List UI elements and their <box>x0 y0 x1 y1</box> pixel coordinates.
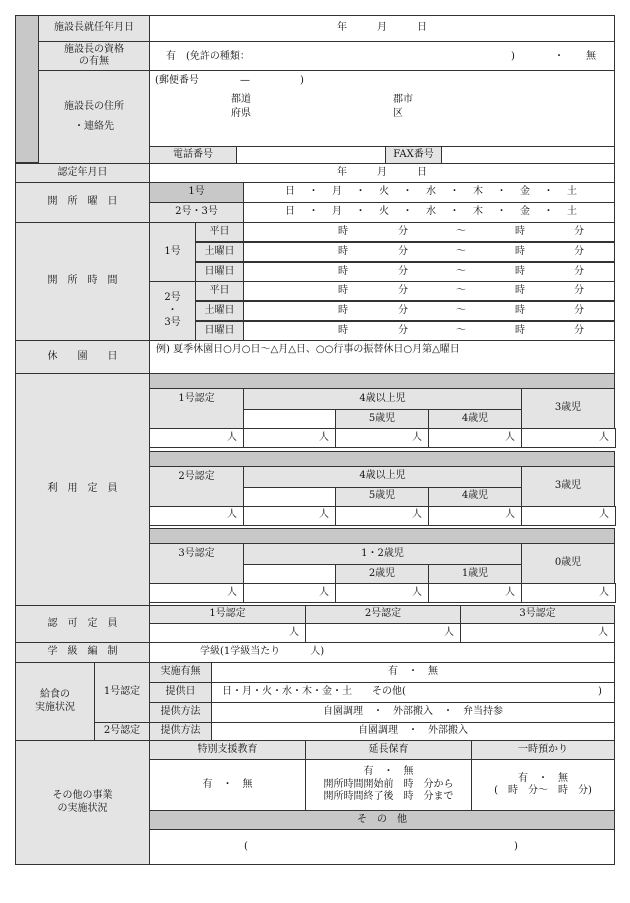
fax-label: FAX番号 <box>385 146 442 164</box>
hours-unit-1-1-0: 時 <box>338 305 348 316</box>
hours-daytype-0-0: 平日 <box>195 222 244 242</box>
capacity-count-0-0[interactable]: 人 <box>149 428 244 448</box>
hours-unit-1-1-4: 分 <box>574 305 584 316</box>
appointment-date-field[interactable]: 年 月 日 <box>149 15 615 42</box>
capacity-count-1-3[interactable]: 人 <box>428 506 522 526</box>
open-days-row2-label: 2号・3号 <box>149 202 244 223</box>
open-day-1-4: 火 <box>379 206 389 217</box>
capacity-block-name-0: 1号認定 <box>149 388 244 429</box>
capacity-last-0: 3歳児 <box>521 388 615 429</box>
hours-daytype-0-1: 土曜日 <box>195 242 244 262</box>
extended-care-after: 開所時間終了後 時 分まで <box>323 791 454 803</box>
capacity-band-2 <box>149 528 615 544</box>
capacity-count-2-1[interactable]: 人 <box>243 583 336 603</box>
special-support-label: 特別支援教育 <box>149 740 306 760</box>
meals-label-line2: 実施状況 <box>35 701 75 713</box>
meals-cert2-label: 2号認定 <box>94 722 150 741</box>
hours-unit-0-0-4: 分 <box>574 226 584 237</box>
temporary-care-time: ( 時 分〜 時 分) <box>494 785 592 796</box>
extended-care-before: 開所時間開始前 時 分から <box>323 778 454 790</box>
other-services-label-line2: の実施状況 <box>57 802 108 814</box>
closed-days-label: 休 園 日 <box>15 340 150 374</box>
open-hours-group2-label-a: 2号 <box>164 292 181 304</box>
hours-daytype-1-1: 土曜日 <box>195 301 244 321</box>
capacity-count-1-0[interactable]: 人 <box>149 506 244 526</box>
hours-unit-0-0-3: 時 <box>515 226 525 237</box>
certification-date-field[interactable]: 年 月 日 <box>149 163 615 183</box>
capacity-sub2-0: 4歳児 <box>428 409 522 429</box>
open-day-0-4: 火 <box>379 186 389 197</box>
hours-unit-0-2-0: 時 <box>338 266 348 277</box>
hours-daytype-0-2: 日曜日 <box>195 262 244 282</box>
hours-unit-1-2-4: 分 <box>574 325 584 336</box>
open-day-1-12: 土 <box>567 206 577 217</box>
approved-col-1: 1号認定 <box>149 605 306 624</box>
qualification-yes: 有 (免許の種類： <box>166 51 250 62</box>
capacity-count-2-2[interactable]: 人 <box>335 583 429 603</box>
approved-col-3: 3号認定 <box>460 605 615 624</box>
meals-impl-label: 実施有無 <box>149 662 212 683</box>
capacity-group-1: 4歳以上児 <box>243 466 522 488</box>
hours-field-0-0[interactable] <box>243 222 615 242</box>
capacity-block-name-1: 2号認定 <box>149 466 244 507</box>
open-day-0-3: ・ <box>355 186 366 197</box>
meals-cert1-label: 1号認定 <box>94 662 150 723</box>
meals-method2-label: 提供方法 <box>149 722 212 741</box>
extended-care-value: 有 ・ 無 <box>363 766 414 778</box>
extended-care-label: 延長保育 <box>305 740 472 760</box>
meals-days-value: 日・月・火・水・木・金・土 その他( <box>222 686 406 698</box>
hours-unit-1-0-0: 時 <box>338 285 348 296</box>
classes-field[interactable] <box>149 642 615 663</box>
meals-days-field[interactable] <box>211 682 615 703</box>
open-day-1-11: ・ <box>543 206 554 217</box>
meals-label <box>15 662 95 741</box>
hours-unit-1-0-1: 分 <box>398 285 408 296</box>
hours-unit-1-2-3: 時 <box>515 325 525 336</box>
approved-field-3[interactable]: 人 <box>460 623 615 643</box>
hours-unit-1-1-2: 〜 <box>456 305 466 316</box>
hours-unit-0-1-4: 分 <box>574 246 584 257</box>
address-label-line1: 施設長の住所 <box>64 100 124 112</box>
hours-unit-0-0-0: 時 <box>338 226 348 237</box>
capacity-count-0-3[interactable]: 人 <box>428 428 522 448</box>
capacity-group-2: 1・2歳児 <box>243 543 522 565</box>
city-line1: 郡市 <box>393 94 413 105</box>
hours-unit-0-0-1: 分 <box>398 226 408 237</box>
hours-field-0-2[interactable] <box>243 262 615 282</box>
capacity-count-2-4[interactable]: 人 <box>521 583 616 603</box>
open-days-label: 開 所 曜 日 <box>15 182 150 223</box>
open-hours-group1-label: 1号 <box>149 222 196 282</box>
capacity-block-name-2: 3号認定 <box>149 543 244 584</box>
meals-method1-field[interactable]: 自園調理 ・ 外部搬入 ・ 弁当持参 <box>211 702 615 723</box>
meals-method2-field[interactable]: 自園調理 ・ 外部搬入 <box>211 722 615 741</box>
postal-label: (郵便番号 <box>155 75 199 86</box>
open-day-0-5: ・ <box>402 186 413 197</box>
qualification-close: ) <box>511 51 515 62</box>
qualification-dot: ・ <box>554 51 564 62</box>
hours-field-0-1[interactable] <box>243 242 615 262</box>
classes-label: 学 級 編 制 <box>15 642 150 663</box>
appointment-date-label: 施設長就任年月日 <box>38 15 150 42</box>
open-day-0-12: 土 <box>567 186 577 197</box>
open-hours-group2-label-b: ・ <box>167 304 178 316</box>
hours-unit-1-2-1: 分 <box>398 325 408 336</box>
other-services-label <box>15 740 150 865</box>
hours-field-1-0[interactable] <box>243 281 615 301</box>
prefecture-line2: 府県 <box>231 108 251 119</box>
open-hours-label: 開 所 時 間 <box>15 222 150 341</box>
capacity-count-1-4[interactable]: 人 <box>521 506 616 526</box>
capacity-sub1-0: 5歳児 <box>335 409 429 429</box>
open-day-1-10: 金 <box>520 206 530 217</box>
temporary-care-label: 一時預かり <box>471 740 615 760</box>
phone-label: 電話番号 <box>149 146 237 164</box>
hours-unit-0-2-2: 〜 <box>456 266 466 277</box>
hours-unit-0-1-0: 時 <box>338 246 348 257</box>
capacity-label: 利 用 定 員 <box>15 373 150 606</box>
closed-days-field[interactable] <box>149 340 615 374</box>
open-day-1-0: 日 <box>285 206 295 217</box>
hours-unit-0-2-1: 分 <box>398 266 408 277</box>
approved-col-2: 2号認定 <box>305 605 461 624</box>
postal-dash: — <box>240 75 250 86</box>
hours-unit-1-0-4: 分 <box>574 285 584 296</box>
qualification-label <box>38 41 150 71</box>
certification-date-label: 認定年月日 <box>15 163 150 183</box>
meals-method1-label: 提供方法 <box>149 702 212 723</box>
hours-unit-1-1-1: 分 <box>398 305 408 316</box>
open-day-1-2: 月 <box>332 206 342 217</box>
open-day-1-6: 水 <box>426 206 436 217</box>
hours-unit-0-0-2: 〜 <box>456 226 466 237</box>
hours-daytype-1-0: 平日 <box>195 281 244 301</box>
qualification-label-line2: の有無 <box>79 56 109 67</box>
approved-field-1[interactable]: 人 <box>149 623 306 643</box>
hours-unit-1-2-0: 時 <box>338 325 348 336</box>
hours-unit-1-2-2: 〜 <box>456 325 466 336</box>
capacity-count-1-1[interactable]: 人 <box>243 506 336 526</box>
city-line2: 区 <box>393 108 403 119</box>
capacity-group-0: 4歳以上児 <box>243 388 522 410</box>
open-hours-group2-label <box>149 281 196 341</box>
open-days-row1-label: 1号 <box>149 182 244 203</box>
hours-field-1-1[interactable] <box>243 301 615 321</box>
qualification-label-line1: 施設長の資格 <box>64 43 124 55</box>
qualification-no: 無 <box>586 51 596 62</box>
approved-field-2[interactable]: 人 <box>305 623 461 643</box>
phone-field[interactable] <box>236 146 386 164</box>
meals-days-close: ) <box>598 686 602 697</box>
fax-field[interactable] <box>441 146 615 164</box>
extended-care-field[interactable] <box>305 759 472 811</box>
meals-label-line1: 給食の <box>40 689 70 700</box>
misc-label: そ の 他 <box>149 810 615 830</box>
open-day-0-8: 木 <box>473 186 483 197</box>
open-hours-group2-label-c: 3号 <box>164 317 181 329</box>
open-day-1-9: ・ <box>496 206 507 217</box>
misc-field[interactable] <box>149 829 615 865</box>
capacity-sub2-1: 4歳児 <box>428 487 522 507</box>
hours-unit-0-2-4: 分 <box>574 266 584 277</box>
open-day-1-3: ・ <box>355 206 366 217</box>
misc-close: ) <box>514 841 518 852</box>
open-day-0-0: 日 <box>285 186 295 197</box>
approved-capacity-label: 認 可 定 員 <box>15 605 150 643</box>
hours-daytype-1-2: 日曜日 <box>195 321 244 341</box>
capacity-count-2-3[interactable]: 人 <box>428 583 522 603</box>
open-day-0-10: 金 <box>520 186 530 197</box>
capacity-sub2-2: 1歳児 <box>428 564 522 584</box>
temporary-care-value: 有 ・ 無 <box>518 772 568 784</box>
capacity-count-0-1[interactable]: 人 <box>243 428 336 448</box>
capacity-sub1-2: 2歳児 <box>335 564 429 584</box>
hours-unit-1-0-3: 時 <box>515 285 525 296</box>
hours-unit-1-1-3: 時 <box>515 305 525 316</box>
hours-unit-0-2-3: 時 <box>515 266 525 277</box>
open-day-1-8: 木 <box>473 206 483 217</box>
open-day-0-9: ・ <box>496 186 507 197</box>
open-day-0-11: ・ <box>543 186 554 197</box>
meals-impl-field[interactable]: 有 ・ 無 <box>211 662 615 683</box>
hours-unit-0-1-1: 分 <box>398 246 408 257</box>
other-services-label-line1: その他の事業 <box>52 790 113 801</box>
address-label-line2: ・連絡先 <box>74 121 114 132</box>
open-day-0-6: 水 <box>426 186 436 197</box>
capacity-sub1-1: 5歳児 <box>335 487 429 507</box>
capacity-count-0-4[interactable]: 人 <box>521 428 616 448</box>
capacity-last-2: 0歳児 <box>521 543 615 584</box>
temporary-care-field[interactable] <box>471 759 615 811</box>
misc-open: ( <box>244 841 248 852</box>
open-day-1-7: ・ <box>449 206 460 217</box>
meals-days-label: 提供日 <box>149 682 212 703</box>
capacity-count-2-0[interactable]: 人 <box>149 583 244 603</box>
capacity-count-1-2[interactable]: 人 <box>335 506 429 526</box>
capacity-last-1: 3歳児 <box>521 466 615 507</box>
capacity-count-0-2[interactable]: 人 <box>335 428 429 448</box>
closed-days-example: 例) 夏季休園日○月○日〜△月△日、○○行事の振替休日○月第△曜日 <box>156 344 460 355</box>
prefecture-line1: 都道 <box>231 94 251 105</box>
address-label <box>38 70 150 164</box>
open-day-1-1: ・ <box>308 206 319 217</box>
open-day-0-2: 月 <box>332 186 342 197</box>
classes-text: 学級(1学級当たり 人) <box>200 646 325 658</box>
capacity-band-1 <box>149 451 615 467</box>
open-day-0-7: ・ <box>449 186 460 197</box>
open-day-1-5: ・ <box>402 206 413 217</box>
capacity-band-0 <box>149 373 615 389</box>
hours-field-1-2[interactable] <box>243 321 615 341</box>
special-support-field[interactable]: 有 ・ 無 <box>149 759 306 811</box>
hours-unit-0-1-3: 時 <box>515 246 525 257</box>
postal-close: ) <box>300 75 304 86</box>
open-day-0-1: ・ <box>308 186 319 197</box>
address-field[interactable] <box>149 70 615 147</box>
hours-unit-0-1-2: 〜 <box>456 246 466 257</box>
left-margin-band <box>15 15 39 163</box>
hours-unit-1-0-2: 〜 <box>456 285 466 296</box>
